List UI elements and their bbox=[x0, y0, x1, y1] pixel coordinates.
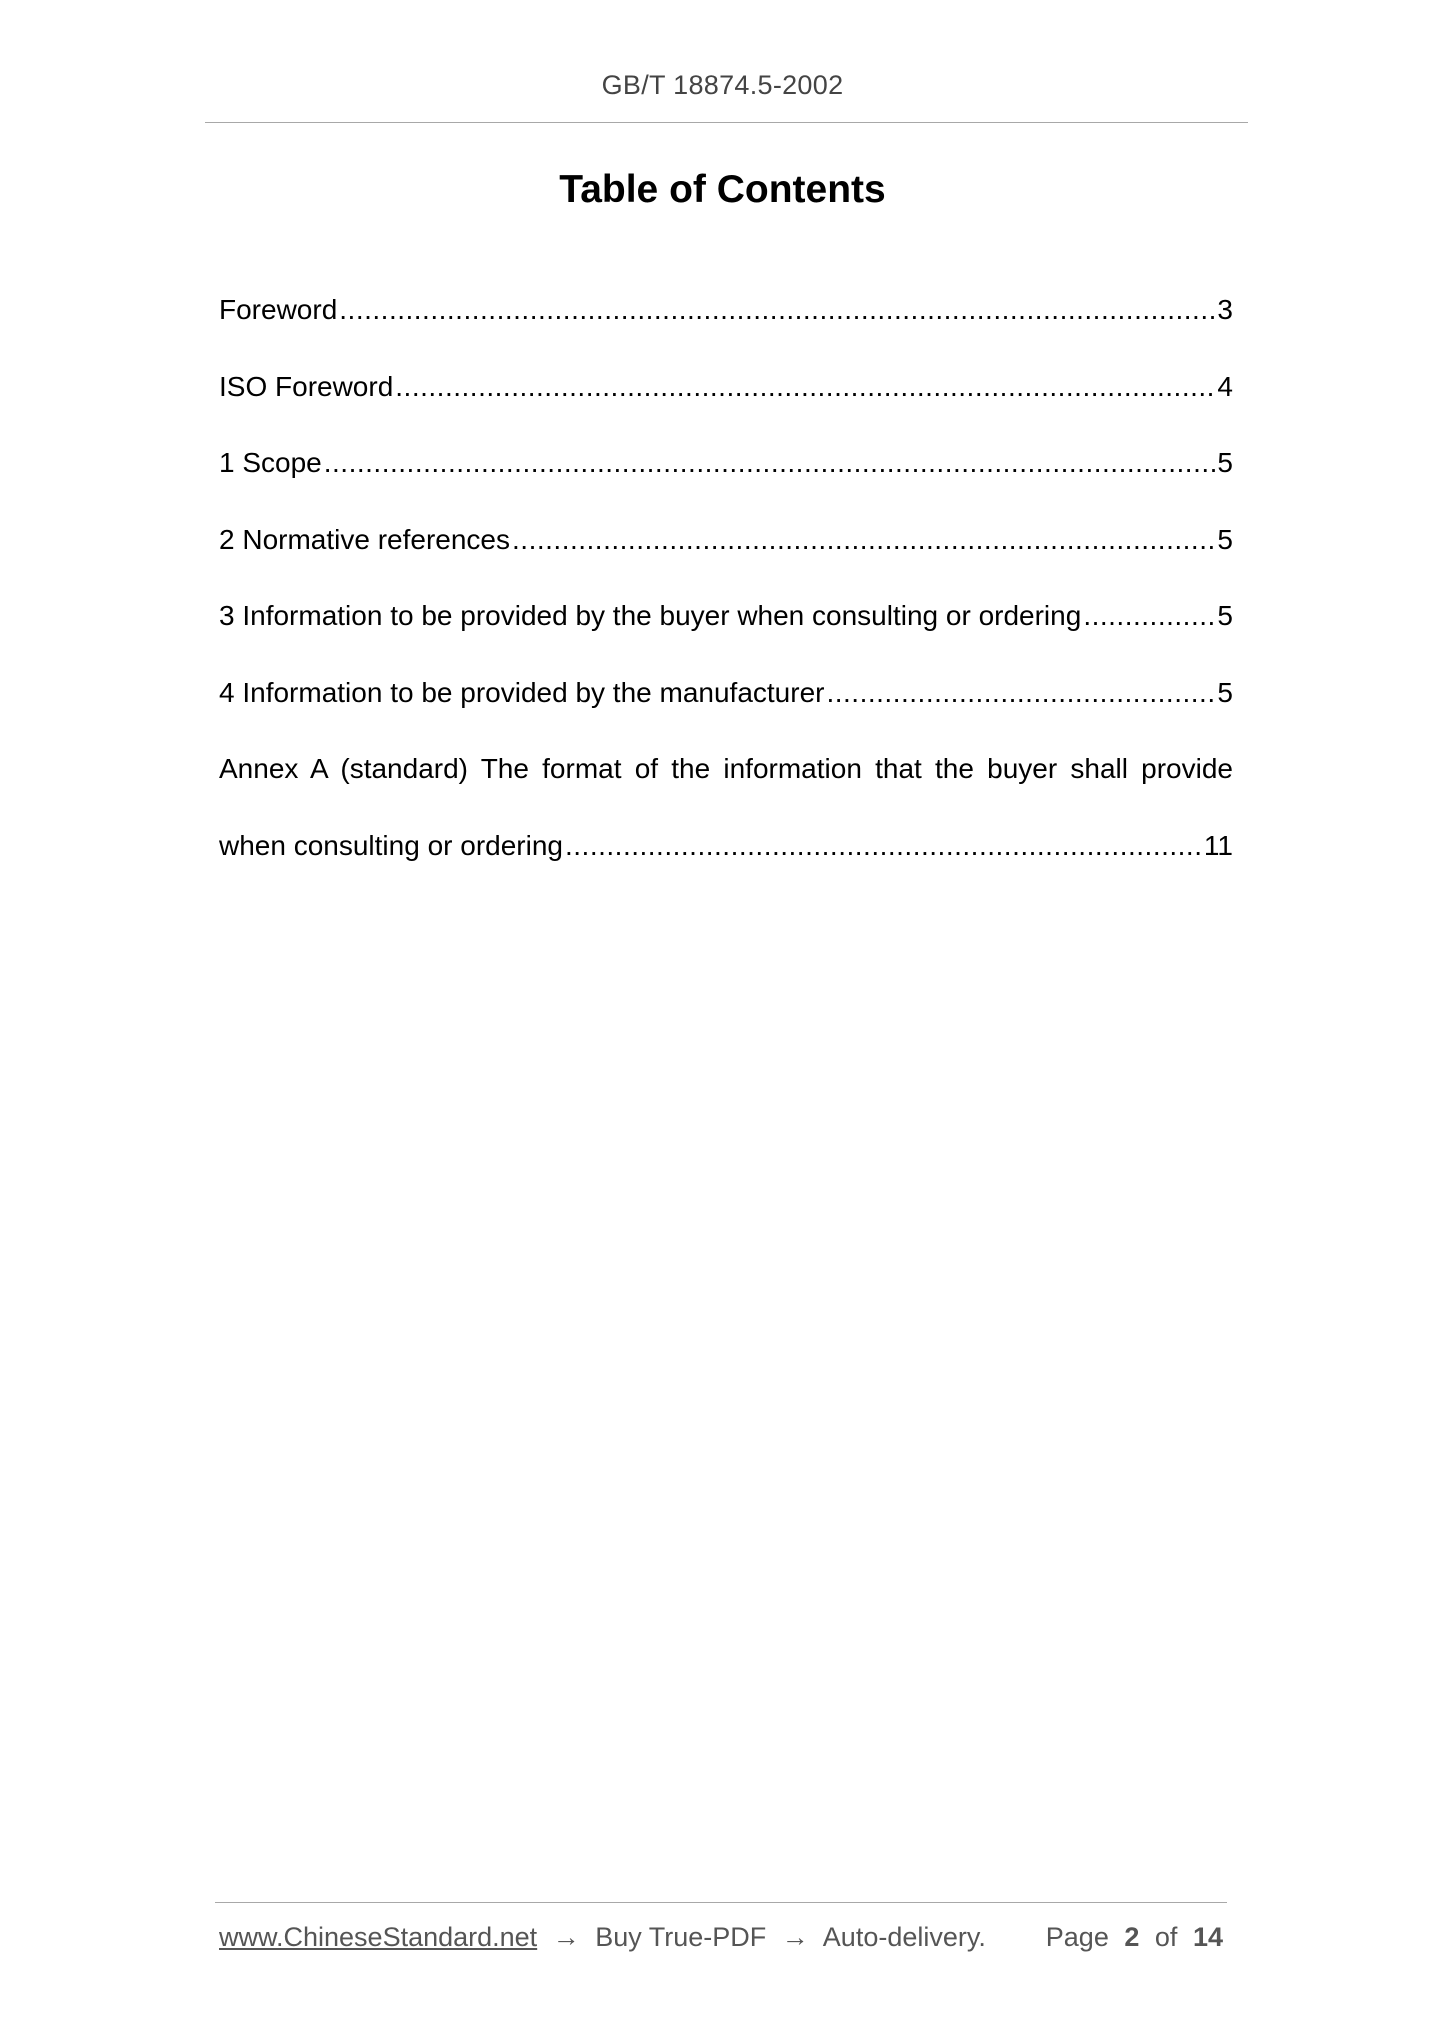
toc-entry-annex-a-line1[interactable]: Annex A (standard) The format of the information that the buyer shall provide bbox=[219, 753, 1233, 784]
toc-entry-page: 5 bbox=[1217, 447, 1233, 478]
dot-leader bbox=[512, 512, 1215, 567]
toc-entry-label: 2 Normative references bbox=[219, 523, 511, 555]
toc-entry-label: Foreword bbox=[219, 294, 338, 325]
header-divider bbox=[205, 122, 1248, 123]
buy-text: Buy True-PDF bbox=[595, 1922, 767, 1952]
toc-entry-label: 1 Scope bbox=[219, 447, 322, 478]
arrow-right-icon: → bbox=[552, 1922, 580, 1952]
dot-leader bbox=[826, 665, 1215, 720]
arrow-right-icon: → bbox=[781, 1922, 809, 1952]
page-current: 2 bbox=[1124, 1922, 1140, 1952]
site-link[interactable]: www.ChineseStandard.net bbox=[219, 1922, 538, 1952]
toc-entry-page: 5 bbox=[1217, 523, 1233, 555]
toc-title: Table of Contents bbox=[559, 168, 886, 211]
toc-entry-page: 11 bbox=[1203, 829, 1233, 861]
dot-leader bbox=[324, 435, 1216, 490]
toc-entry-manufacturer-information[interactable] bbox=[219, 665, 1233, 742]
document-code-header: GB/T 18874.5-2002 bbox=[601, 70, 844, 100]
toc-entry-page: 5 bbox=[1217, 600, 1233, 631]
toc-entry-scope[interactable] bbox=[219, 435, 1233, 512]
page-footer bbox=[219, 1922, 1231, 1962]
dot-leader bbox=[395, 359, 1215, 414]
dot-leader bbox=[565, 818, 1202, 873]
toc-entry-page: 4 bbox=[1217, 370, 1233, 402]
page-total: 14 bbox=[1192, 1922, 1223, 1952]
footer-divider bbox=[215, 1902, 1227, 1903]
page-number bbox=[1046, 1922, 1231, 1953]
toc-entry-iso-foreword[interactable] bbox=[219, 359, 1233, 436]
toc-entry-page: 5 bbox=[1217, 676, 1233, 708]
footer-promo bbox=[219, 1922, 986, 1953]
page-label: Page bbox=[1045, 1922, 1109, 1952]
table-of-contents bbox=[219, 282, 1233, 894]
toc-entry-normative-references[interactable] bbox=[219, 512, 1233, 589]
toc-entry-annex-a-line2[interactable] bbox=[219, 818, 1233, 895]
toc-entry-label: 3 Information to be provided by the buyer when consulting or ordering bbox=[219, 600, 1082, 631]
toc-entry-foreword[interactable] bbox=[219, 282, 1233, 359]
delivery-text: Auto-delivery. bbox=[822, 1922, 986, 1952]
page-of-label: of bbox=[1154, 1922, 1178, 1952]
toc-entry-label: ISO Foreword bbox=[219, 370, 394, 402]
dot-leader bbox=[339, 282, 1215, 337]
toc-entry-buyer-information[interactable] bbox=[219, 588, 1233, 665]
dot-leader bbox=[1083, 588, 1215, 643]
toc-entry-label: 4 Information to be provided by the manufacturer bbox=[219, 676, 825, 708]
toc-entry-label: when consulting or ordering bbox=[219, 829, 563, 861]
toc-entry-page: 3 bbox=[1217, 294, 1233, 325]
